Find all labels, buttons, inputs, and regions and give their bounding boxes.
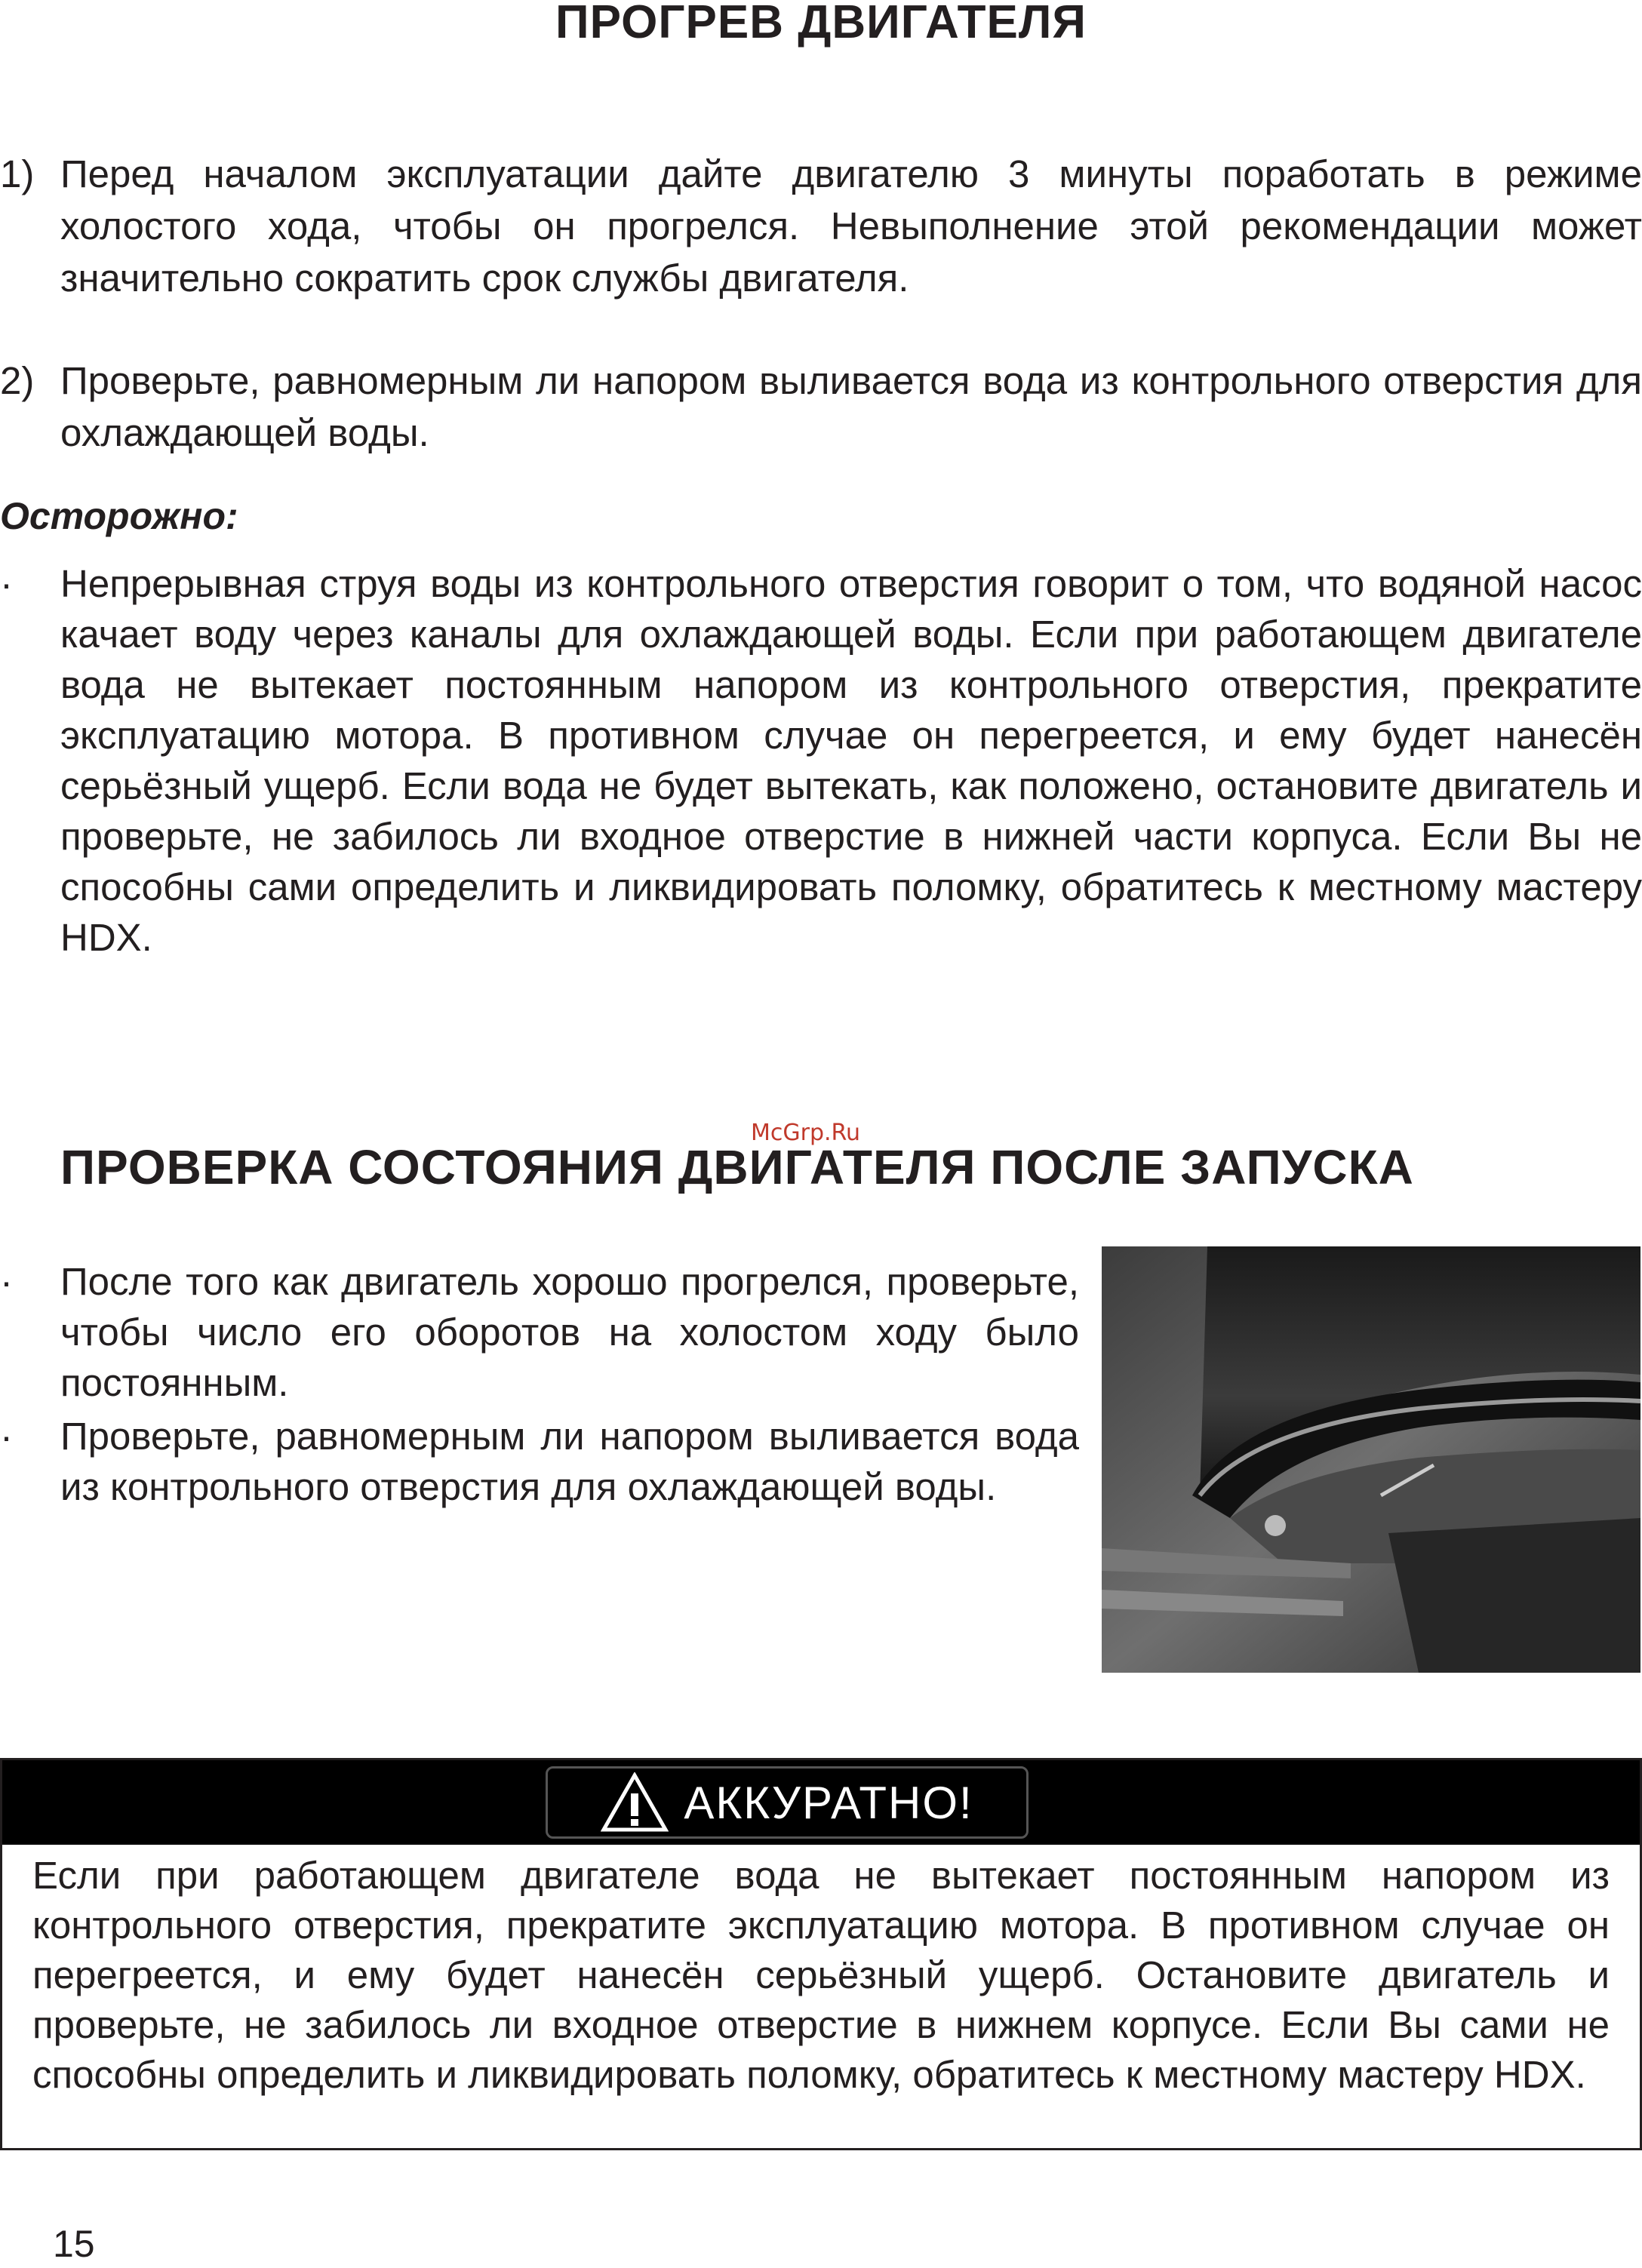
warning-header [2, 1760, 1640, 1845]
bullet-dot-icon: · [0, 1415, 13, 1458]
section-title-after-start: ПРОВЕРКА СОСТОЯНИЯ ДВИГАТЕЛЯ ПОСЛЕ ЗАПУСКА [60, 1140, 1414, 1194]
section-title-warmup: ПРОГРЕВ ДВИГАТЕЛЯ [555, 0, 1087, 48]
caution-bullet [0, 558, 1642, 963]
list-item-number: 2) [0, 359, 35, 402]
warning-text: Если при работающем двигателе вода не вытекает постоянным напором из контрольного отверстия, прекратите эксплуатацию мотора. В противном случае он перегреется, и ему будет нанесён серьёзный ущерб. Остановите двигатель и проверьте, не забилось ли входное отверстие в нижнем корпусе. Если Вы сами не способны определить и ликвидировать поломку, обратитесь к местному мастеру HDX. [32, 1854, 1610, 2096]
caution-text: Непрерывная струя воды из контрольного отверстия говорит о том, что водяной насос качает воду через каналы для охлаждающей воды. Если при работающем двигателе вода не вытекает постоянным напором из контрольного отверстия, прекратите эксплуатацию мотора. В противном случае он перегреется, и ему будет нанесён серьёзный ущерб. Если вода не будет вытекать, как положено, остановите двигатель и проверьте, не забилось ли входное отверстие в нижней части корпуса. Если Вы не способны сами определить и ликвидировать поломку, обратитесь к местному мастеру HDX. [60, 562, 1642, 959]
caution-label: Осторожно: [0, 495, 238, 537]
list-item-text: Проверьте, равномерным ли напором выливается вода из контрольного отверстия для охлаждающей воды. [60, 359, 1642, 454]
warning-pill [546, 1766, 1029, 1839]
page-number: 15 [53, 2223, 95, 2265]
check-bullet-text: После того как двигатель хорошо прогрелся, проверьте, чтобы число его оборотов на холостом ходу было постоянным. [60, 1260, 1079, 1404]
engine-photo-illustration [1102, 1246, 1640, 1673]
bullet-dot-icon: · [0, 562, 13, 605]
warning-box [0, 1758, 1642, 2150]
warning-title: АККУРАТНО! [684, 1777, 973, 1828]
list-item-number: 1) [0, 152, 35, 195]
bullet-dot-icon: · [0, 1260, 13, 1303]
warning-triangle-icon [601, 1772, 669, 1833]
watermark: McGrp.Ru [751, 1120, 861, 1146]
check-bullet-1 [0, 1256, 1079, 1408]
list-item-text: Перед началом эксплуатации дайте двигателю 3 минуты поработать в режиме холостого хода, чтобы он прогрелся. Невыполнение этой рекомендации может значительно сократить срок службы двигателя. [60, 152, 1642, 300]
check-bullet-2 [0, 1411, 1079, 1512]
check-bullet-text: Проверьте, равномерным ли напором выливается вода из контрольного отверстия для охлаждающей воды. [60, 1415, 1079, 1508]
list-item-2 [0, 355, 1642, 459]
engine-photo [1102, 1246, 1640, 1673]
list-item-1 [0, 148, 1642, 304]
